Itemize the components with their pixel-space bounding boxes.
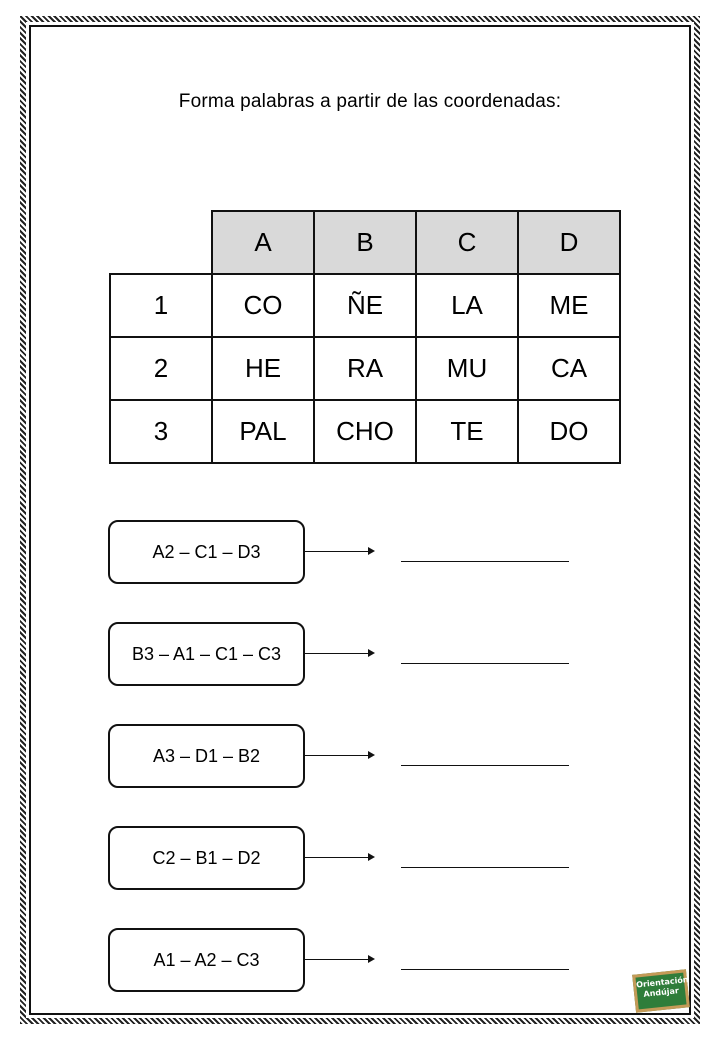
orientacion-andujar-logo bbox=[632, 969, 690, 1012]
logo-text-line1: Orientación bbox=[635, 975, 689, 990]
grid-row bbox=[110, 400, 620, 463]
grid-cell: PAL bbox=[212, 400, 314, 463]
arrow-right-icon bbox=[305, 653, 373, 654]
row-header: 2 bbox=[110, 337, 212, 400]
grid-cell: TE bbox=[416, 400, 518, 463]
grid-row bbox=[110, 274, 620, 337]
answer-line[interactable] bbox=[401, 663, 569, 664]
coordinate-code-box: C2 – B1 – D2 bbox=[108, 826, 305, 890]
column-header: B bbox=[314, 211, 416, 274]
grid-cell: CA bbox=[518, 337, 620, 400]
answer-line[interactable] bbox=[401, 561, 569, 562]
arrow-right-icon bbox=[305, 551, 373, 552]
answer-line[interactable] bbox=[401, 765, 569, 766]
row-header: 3 bbox=[110, 400, 212, 463]
grid-cell: RA bbox=[314, 337, 416, 400]
exercise-item bbox=[108, 928, 668, 992]
grid-row bbox=[110, 337, 620, 400]
coordinate-code-box: A1 – A2 – C3 bbox=[108, 928, 305, 992]
grid-corner bbox=[110, 211, 212, 274]
grid-header-row bbox=[110, 211, 620, 274]
column-header: A bbox=[212, 211, 314, 274]
grid-cell: CO bbox=[212, 274, 314, 337]
column-header: D bbox=[518, 211, 620, 274]
grid-cell: HE bbox=[212, 337, 314, 400]
coordinate-grid bbox=[109, 210, 621, 464]
logo-text-line2: Andújar bbox=[643, 986, 680, 999]
exercise-item bbox=[108, 724, 668, 788]
exercise-item bbox=[108, 826, 668, 890]
arrow-right-icon bbox=[305, 755, 373, 756]
coordinate-code-box: A2 – C1 – D3 bbox=[108, 520, 305, 584]
answer-line[interactable] bbox=[401, 969, 569, 970]
grid-cell: ME bbox=[518, 274, 620, 337]
answer-line[interactable] bbox=[401, 867, 569, 868]
grid-cell: ÑE bbox=[314, 274, 416, 337]
exercise-item bbox=[108, 622, 668, 686]
grid-cell: CHO bbox=[314, 400, 416, 463]
column-header: C bbox=[416, 211, 518, 274]
exercise-item bbox=[108, 520, 668, 584]
coordinate-code-box: A3 – D1 – B2 bbox=[108, 724, 305, 788]
grid-cell: LA bbox=[416, 274, 518, 337]
arrow-right-icon bbox=[305, 857, 373, 858]
instruction-text: Forma palabras a partir de las coordenadas: bbox=[178, 91, 562, 112]
arrow-right-icon bbox=[305, 959, 373, 960]
row-header: 1 bbox=[110, 274, 212, 337]
coordinate-code-box: B3 – A1 – C1 – C3 bbox=[108, 622, 305, 686]
grid-cell: DO bbox=[518, 400, 620, 463]
grid-cell: MU bbox=[416, 337, 518, 400]
